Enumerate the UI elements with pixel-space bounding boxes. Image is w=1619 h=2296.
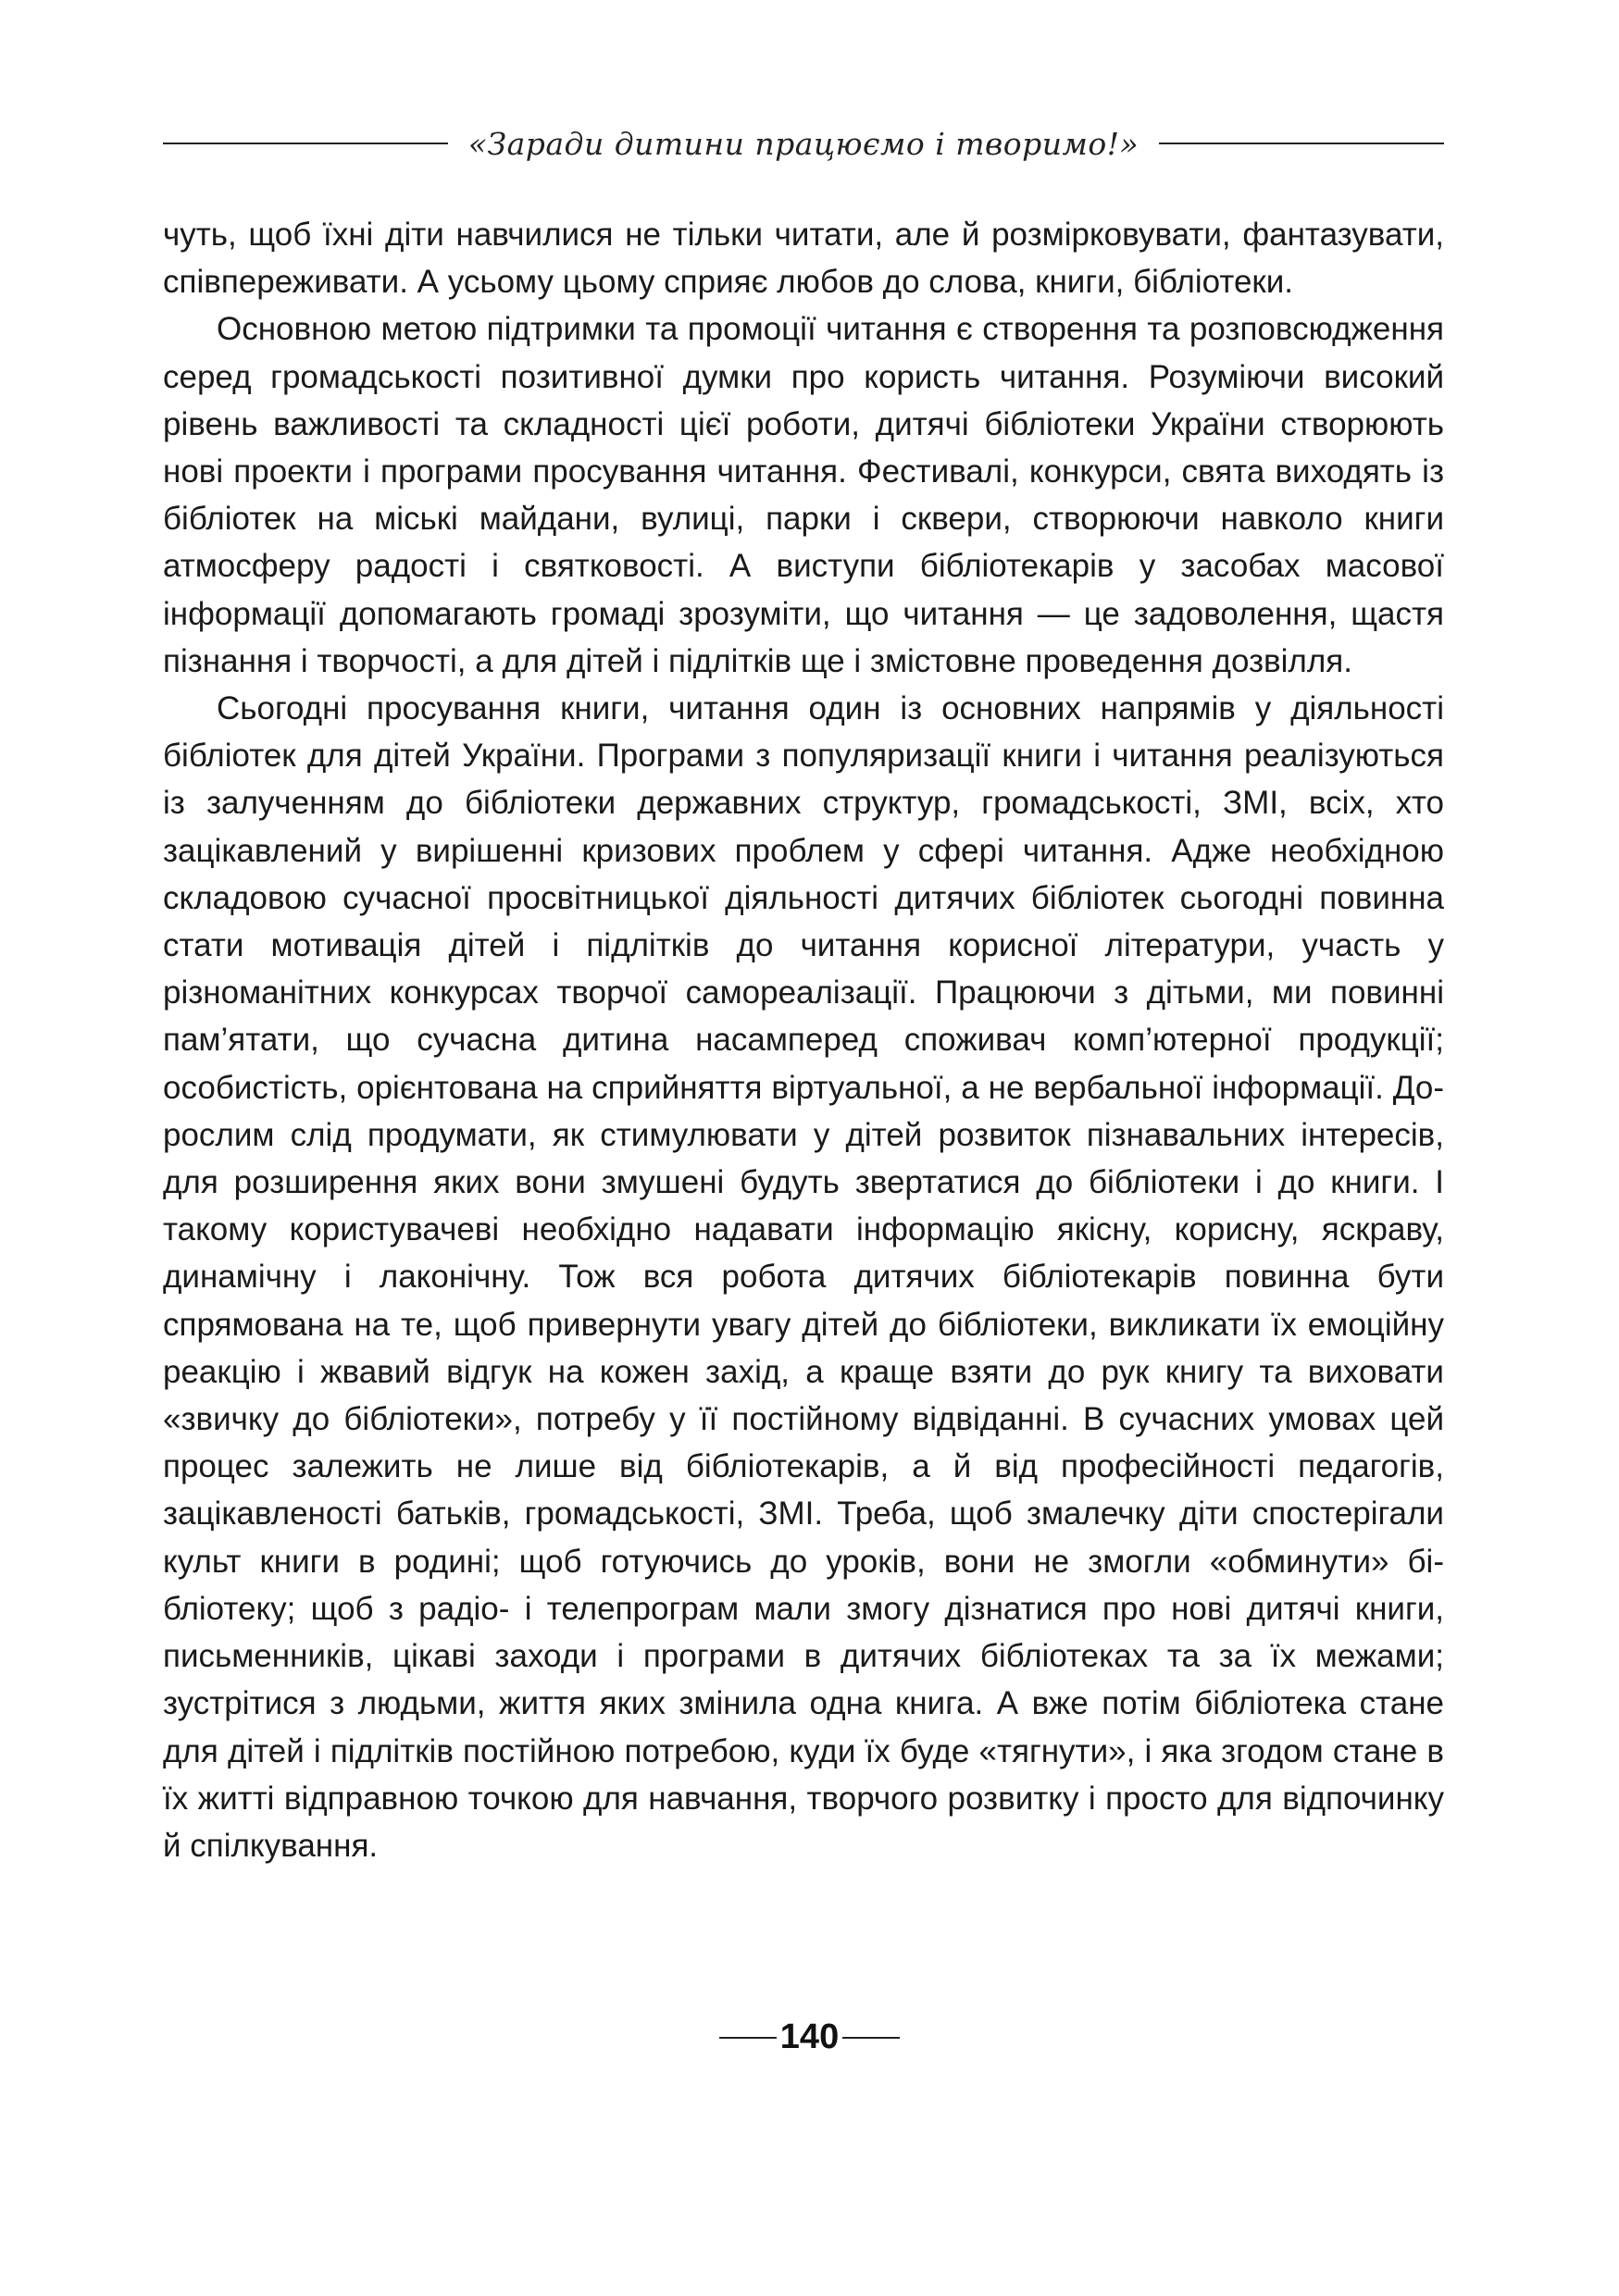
paragraph: чуть, щоб їхні діти навчилися не тільки читати, але й розмірковувати, фантазувати, співпереживати. А усьому цьому сприяє любов до слова, книги, бібліотеки. [163, 217, 1444, 301]
header-rule-right [1159, 143, 1444, 144]
header-rule-left [163, 143, 448, 144]
page-number: 140 [779, 2017, 840, 2056]
page-footer [0, 2017, 1619, 2057]
footer-rule-left [719, 2037, 777, 2039]
paragraph: Основною метою підтримки та промоції читання є створення та розповсюдження серед громадськості позитивної думки про користь читання. Розуміючи високий рівень важливості та складності цієї роботи, дитячі бібліотеки України створюють нові проекти і програми просування читання. Фестивалі, конкурси, свята виходять із бібліотек на міські майдани, вулиці, парки і сквери, створюючи навколо книги атмосферу радості і святковості. А виступи бібліотекарів у засобах масової інформації допомагають громаді зрозуміти, що читання — це задоволення, щастя пізнання і творчості, а для дітей і підлітків ще і змістовне проведення дозвілля. [163, 311, 1444, 679]
running-header [163, 118, 1444, 168]
running-title: «Заради дитини працюємо і творимо!» [467, 125, 1140, 162]
footer-rule-right [842, 2037, 900, 2039]
body-text [163, 211, 1444, 1869]
paragraph: Сьогодні просування книги, читання один із основних напрямів у діяльності бібліотек для дітей України. Програми з популяризації книги і читання реалізуються із залученням до бібліотеки державних структур, громадськості, ЗМІ, всіх, хто зацікавлений у вирішенні кризових проблем у сфері читання. Адже необхідною складовою сучасної просвітницької діяльності дитячих бібліотек сьогодні повинна стати мотивація дітей і підлітків до читання корисної літератури, участь у різноманітних конкурсах творчої самореалізації. Працюючи з дітьми, ми повинні пам’ятати, що сучасна дитина насамперед споживач комп’ютерної продукції; особистість, орієнтована на сприйняття віртуальної, а не вербальної інформації. Дорослим слід продумати, як стимулювати у дітей розвиток пізнавальних інтересів, для розширення яких вони змушені будуть звертатися до бібліотеки і до книги. І такому користувачеві необхідно надавати інформацію якісну, корисну, яскраву, динамічну і лаконічну. Тож вся робота дитячих бібліотекарів повинна бути спрямована на те, щоб привернути увагу дітей до бібліотеки, викликати їх емоційну реакцію і жвавий відгук на кожен захід, а краще взяти до рук книгу та виховати «звичку до бібліотеки», потребу у її постійному відвіданні. В сучасних умовах цей процес залежить не лише від бібліотекарів, а й від професійності педагогів, зацікавленості батьків, громадськості, ЗМІ. Треба, щоб змалечку діти спостерігали культ книги в родині; щоб готуючись до уроків, вони не змогли «обминути» бібліотеку; щоб з радіо- і телепрограм мали змогу дізнатися про нові дитячі книги, письменників, цікаві заходи і програми в дитячих бібліотеках та за їх межами; зустрітися з людьми, життя яких змінила одна книга. А вже потім бібліотека стане для дітей і підлітків постійною потребою, куди їх буде «тягнути», і яка згодом стане в їх житті відправною точкою для навчання, творчого розвитку і просто для відпочинку й спілкування. [163, 690, 1444, 1864]
